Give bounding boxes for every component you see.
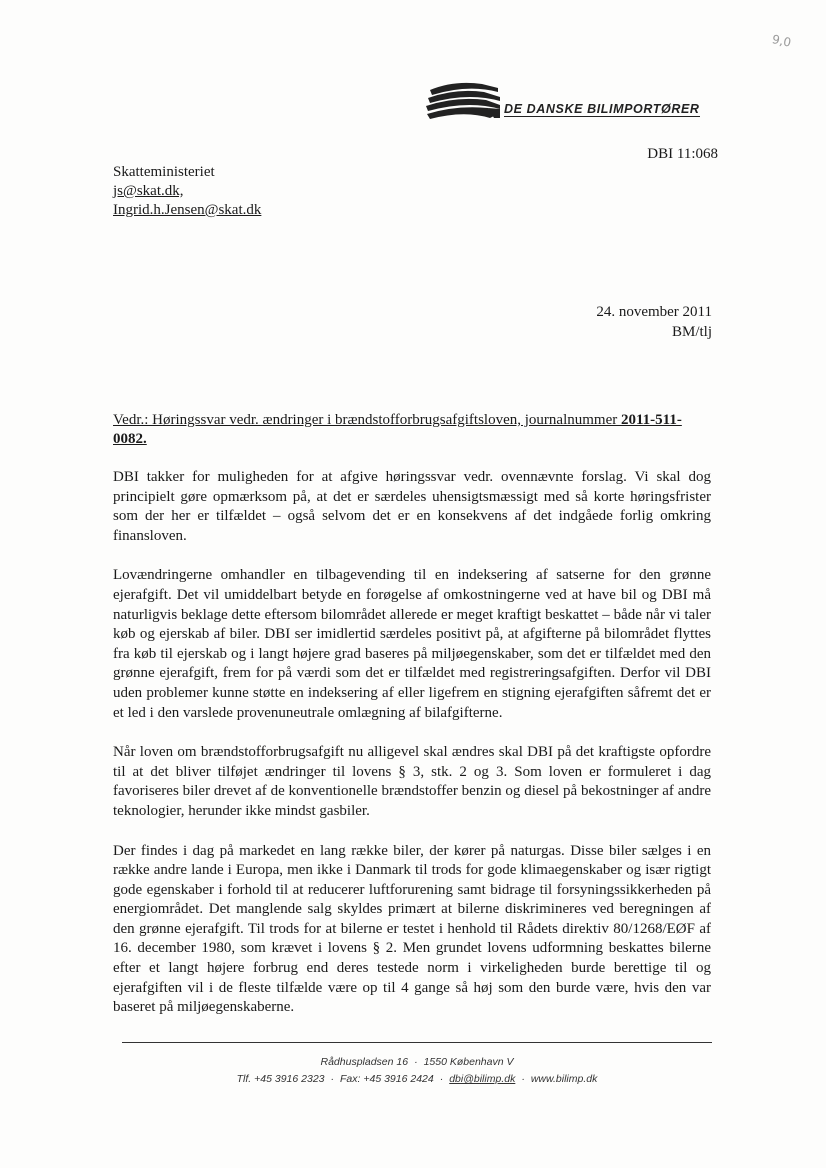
company-logo	[424, 78, 724, 124]
body-paragraph-3: Når loven om brændstofforbrugsafgift nu alligevel skal ændres skal DBI på det kraftigste opfordre til at det bliver tilføjet ændringer til lovens § 3, stk. 2 og 3. Som loven er formuleret i dag favoriseres biler drevet af de konventionelle brændstoffer benzin og diesel på bekostninger af andre teknologier, herunder ikke mindst gasbiler.	[113, 744, 711, 819]
footer-address-line	[122, 1054, 712, 1071]
footer-address: Rådhuspladsen 16	[320, 1056, 409, 1068]
footer-city: 1550 København V	[423, 1056, 514, 1068]
footer-separator: ·	[439, 1073, 444, 1085]
footer-web-link[interactable]: www.bilimp.dk	[530, 1073, 598, 1085]
footer-separator: ·	[330, 1073, 335, 1085]
footer-fax: Fax: +45 3916 2424	[340, 1073, 434, 1085]
footer-separator: ·	[414, 1056, 418, 1068]
date-block	[596, 302, 712, 342]
recipient-block	[113, 163, 261, 220]
recipient-email-1[interactable]: js@skat.dk,	[113, 183, 184, 199]
footer-separator: ·	[521, 1073, 525, 1085]
logo-wordmark: DE DANSKE BILIMPORTØRER	[504, 102, 700, 116]
footer-phone: Tlf. +45 3916 2323	[236, 1073, 325, 1085]
footer	[122, 1054, 712, 1088]
letter-date: 24. november 2011	[596, 304, 712, 320]
footer-divider	[122, 1042, 712, 1043]
body-paragraph-2: Lovændringerne omhandler en tilbagevending til en indeksering af satserne for den grønne ejerafgift. Det vil umiddelbart betyde en forøgelse af omkostningerne ved at have bil og DBI må naturligvis beklage dette eftersom bilområdet allerede er meget kraftigt beskattet – både når vi taler køb og ejerskab af biler. DBI ser imidlertid særdeles positivt på, at afgifterne på bilområdet flyttes fra køb til ejerskab og i langt højere grad baseres på miljøegenskaber, som det er tilfældet med den grønne ejerafgift, frem for på værdi som det er tilfældet med registreringsafgiften. Derfor vil DBI uden problemer kunne støtte en indeksering af eller ligefrem en stigning ejerafgiften såfremt det er et led i den varslede provenuneutrale omlægning af bilafgifterne.	[113, 567, 711, 721]
recipient-name: Skatteministeriet	[113, 164, 215, 180]
letter-body	[113, 468, 711, 1038]
subject-line	[113, 411, 711, 449]
document-reference: DBI 11:068	[647, 146, 718, 162]
logo-waves-icon	[424, 78, 504, 124]
author-initials: BM/tlj	[671, 324, 712, 340]
footer-email-link[interactable]: dbi@bilimp.dk	[449, 1073, 516, 1085]
subject-text: Vedr.: Høringssvar vedr. ændringer i brændstofforbrugsafgiftsloven, journalnummer	[113, 412, 621, 428]
body-paragraph-1: DBI takker for muligheden for at afgive høringssvar vedr. ovennævnte forslag. Vi skal dog principielt gøre opmærksom på, at det er særdeles uhensigtsmæssigt med så korte høringsfrister som der her er tilfældet – også selvom det er en konsekvens af det indgåede forlig omkring finansloven.	[113, 469, 711, 544]
handwritten-page-mark: 9,0	[770, 32, 793, 50]
footer-contact-line	[122, 1071, 712, 1088]
recipient-email-2[interactable]: Ingrid.h.Jensen@skat.dk	[113, 202, 262, 218]
journal-number: 2011-511-0082.	[113, 412, 682, 447]
body-paragraph-4: Der findes i dag på markedet en lang række biler, der kører på naturgas. Disse biler sælges i en række andre lande i Europa, men ikke i Danmark til trods for gode klimaegenskaber og især rigtigt gode egenskaber i forhold til at reducerer luftforurening samt bidrage til forsyningssikkerheden på energiområdet. Det manglende salg skyldes primært at bilerne diskrimineres ved beregningen af den grønne ejerafgift. Til trods for at bilerne er testet i henhold til Rådets direktiv 80/1268/EØF af 16. december 1980, som krævet i lovens § 2. Men grundet lovens udformning beskattes bilerne efter et langt højere forbrug end deres testede norm i virkeligheden burde berettige til og ejerafgiften vil i de fleste tilfælde være op til 4 gange så høj som den burde være, hvis den var baseret på miljøegenskaberne.	[113, 842, 711, 1016]
